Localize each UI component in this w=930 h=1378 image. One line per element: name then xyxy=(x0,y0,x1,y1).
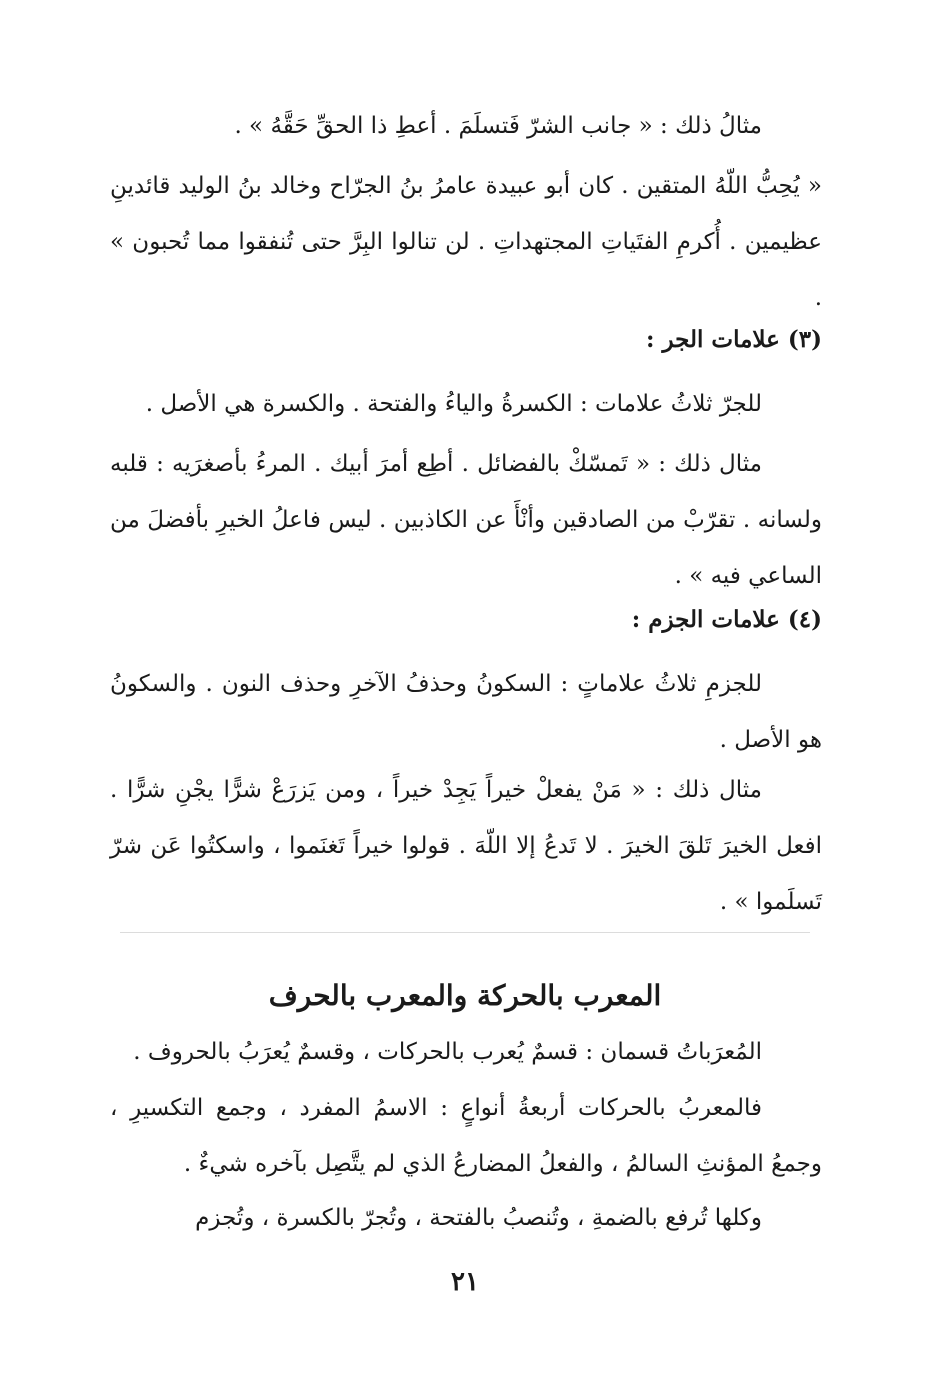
section-title: المعرب بالحركة والمعرب بالحرف xyxy=(268,979,662,1013)
jarr-example-paragraph: مثال ذلك : « تَمسّكْ بالفضائل . أطِع أمرَ أبيك . المرءُ بأصغرَيه : قلبه ولسانه . تقرّبْ من الصادقين وأنْأَ عن الكاذبين . ليس فاعلُ الخيرِ بأفضلَ من الساعي فيه » . xyxy=(110,451,822,589)
jazm-example-paragraph: مثال ذلك : « مَنْ يفعلْ خيراً يَجِدْ خيراً ، ومن يَزرَعْ شرًّا يجْنِ شرًّا . افعل الخيرَ تَلقَ الخيرَ . لا تَدعُ إلا اللّهَ . قولوا خيراً تَغنَموا ، واسكتُوا عَن شرّ تَسلَموا » . xyxy=(110,777,822,915)
section-divider xyxy=(120,932,810,933)
closing-paragraph: وكلها تُرفع بالضمةِ ، وتُنصبُ بالفتحة ، وتُجرّ بالكسرة ، وتُجزم xyxy=(195,1205,762,1231)
example-paragraph-2: « يُحِبُّ اللّهُ المتقين . كان أبو عبيدة عامرُ بنُ الجرّاح وخالد بنُ الوليد قائدينِ عظيمين . أُكرمِ الفتَياتِ المجتهداتِ . لن تنالوا البِرَّ حتى تُنفقوا مما تُحبون » . xyxy=(110,173,822,311)
example-paragraph-1: مثالُ ذلك : « جانب الشرّ فَتسلَمَ . أعطِ ذا الحقِّ حَقَّهُ » . xyxy=(234,113,762,139)
murabat-paragraph: المُعرَباتُ قسمان : قسمٌ يُعرب بالحركات ، وقسمٌ يُعرَبُ بالحروف . xyxy=(133,1039,762,1065)
jarr-signs-paragraph: للجرّ ثلاثُ علامات : الكسرةُ والياءُ والفتحة . والكسرة هي الأصل . xyxy=(145,391,762,417)
heading-jazm-signs: (٤) علامات الجزم : xyxy=(631,606,822,633)
jazm-signs-paragraph: للجزمِ ثلاثُ علاماتٍ : السكونُ وحذفُ الآخرِ وحذف النون . والسكونُ هو الأصل . xyxy=(110,671,822,753)
page-number: ٢١ xyxy=(451,1267,479,1297)
heading-jarr-signs: (٣) علامات الجر : xyxy=(645,326,822,353)
murab-harakat-paragraph: فالمعربُ بالحركات أربعةُ أنواعٍ : الاسمُ المفرد ، وجمع التكسيرِ ، وجمعُ المؤنثِ السالمُ ، والفعلُ المضارعُ الذي لم يتَّصِل بآخره شيءٌ . xyxy=(110,1095,822,1177)
